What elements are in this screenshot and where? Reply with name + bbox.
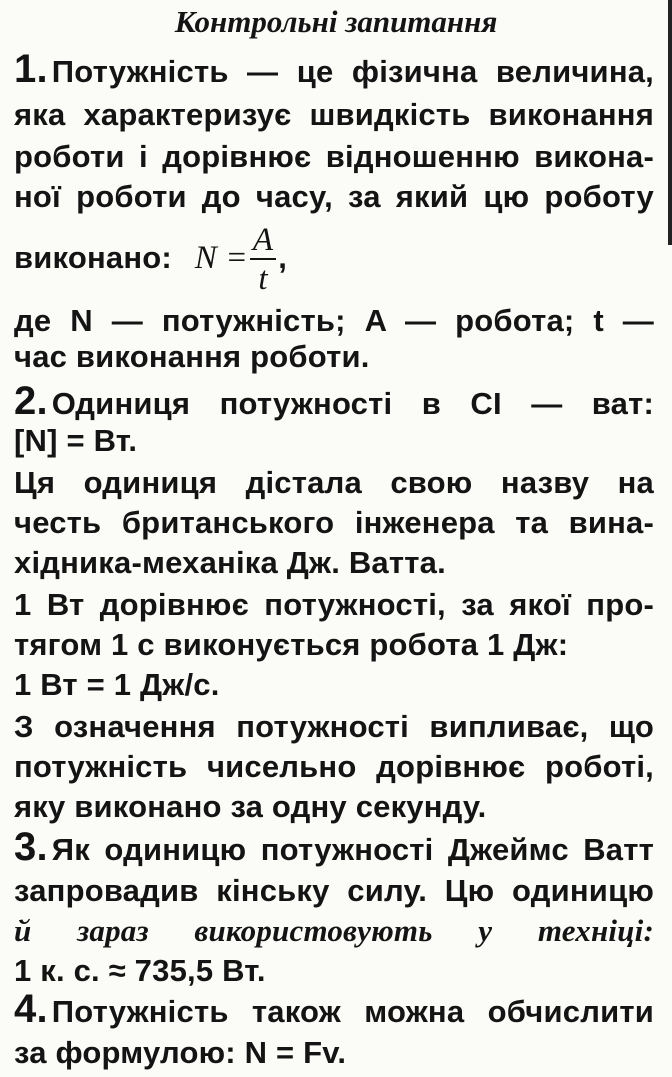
item-2-line-1 <box>14 379 654 423</box>
item-3-line-3: й зараз використовують у техніці: <box>14 913 654 948</box>
item-1-line-3: роботи і дорівнює відношенню викона- <box>14 139 654 174</box>
formula-denominator: t <box>258 261 268 297</box>
item-3-line-4: 1 к. с. ≈ 735,5 Вт. <box>14 953 266 988</box>
formula-prefix: виконано: <box>14 240 172 276</box>
item-2-line-2: [N] = Вт. <box>14 423 138 458</box>
section-title: Контрольні запитання <box>174 4 498 39</box>
item-4-number: 4. <box>14 987 48 1031</box>
item-3-number: 3. <box>14 825 48 869</box>
item-1-line-2: яка характеризує швидкість виконання <box>14 97 654 132</box>
item-3-line-1 <box>14 825 654 869</box>
item-4-text-1: Потужність також можна обчислити <box>51 994 654 1029</box>
item-2-line-11: яку виконано за одну секунду. <box>14 789 487 824</box>
item-2-number: 2. <box>14 379 48 423</box>
item-4-line-1 <box>14 987 654 1031</box>
item-1-number: 1. <box>14 47 48 91</box>
item-1-text-1: Потужність — це фізична величина, <box>51 54 654 89</box>
item-2-line-6: 1 Вт дорівнює потужності, за якої про- <box>14 587 654 622</box>
formula-suffix: , <box>278 240 288 276</box>
item-1-definitions-2: час виконання роботи. <box>14 339 370 374</box>
item-4-line-2: за формулою: N = Fv. <box>14 1035 347 1070</box>
item-2-line-3: Ця одиниця дістала свою назву на <box>14 465 654 500</box>
formula-fraction <box>250 222 276 298</box>
item-2-line-9: З означення потужності випливає, що <box>14 709 654 744</box>
item-2-text-1: Одиниця потужності в СІ — ват: <box>51 386 654 421</box>
item-3-line-2: запровадив кінську силу. Цю одиницю <box>14 873 654 908</box>
item-1-definitions: де N — потужність; A — робота; t — <box>14 303 654 338</box>
formula-numerator: A <box>250 222 276 260</box>
item-2-line-10: потужність чисельно дорівнює роботі, <box>14 749 654 784</box>
item-2-line-4: честь британського інженера та вина- <box>14 505 654 540</box>
item-2-line-8: 1 Вт = 1 Дж/с. <box>14 667 220 702</box>
item-1-line-4: ної роботи до часу, за який цю роботу <box>14 179 654 214</box>
power-formula <box>14 222 287 298</box>
item-2-line-5: хідника-механіка Дж. Ватта. <box>14 545 446 580</box>
item-1-line-1 <box>14 47 654 91</box>
item-3-text-1: Як одиницю потужності Джеймс Ватт <box>51 832 654 867</box>
item-2-line-7: тягом 1 с виконується робота 1 Дж: <box>14 627 569 662</box>
formula-lhs: N = <box>194 240 248 277</box>
